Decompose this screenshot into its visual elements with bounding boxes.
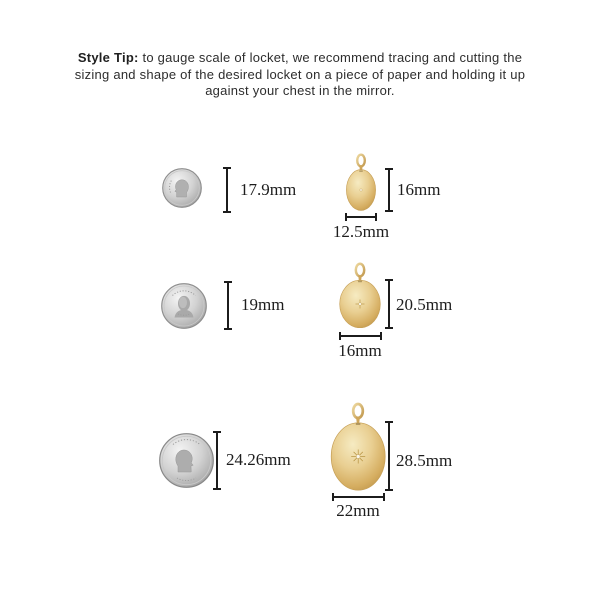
small-locket-height-measure-line: [388, 169, 390, 211]
quarter-diameter-label: 24.26mm: [226, 450, 291, 469]
small-locket-width-measure-line: [346, 216, 376, 218]
quarter-diameter-measure-line: [216, 432, 218, 489]
quarter-coin-icon: [159, 433, 214, 488]
large-locket-height-label: 28.5mm: [396, 451, 453, 470]
medium-locket-width-label: 16mm: [338, 341, 382, 360]
style-tip-text: to gauge scale of locket, we recommend tracing and cutting the sizing and shape of the desired locket on a piece of paper and holding it up against your chest in the mirror.: [74, 50, 526, 98]
nickel-diameter-measure-line: [227, 282, 229, 329]
nickel-diameter-label: 19mm: [241, 295, 285, 314]
small-oval-locket-icon: [344, 153, 378, 211]
style-tip-label: Style Tip:: [77, 50, 139, 65]
large-locket-width-label: 22mm: [336, 501, 380, 520]
style-tip: [70, 50, 530, 100]
medium-oval-locket-icon: [338, 262, 382, 328]
medium-locket-width-measure-line: [340, 335, 381, 337]
dime-diameter-measure-line: [226, 168, 228, 212]
medium-locket-height-measure-line: [388, 280, 390, 328]
dime-diameter-label: 17.9mm: [240, 180, 297, 199]
small-locket-height-label: 16mm: [397, 180, 441, 199]
dime-coin-icon: [162, 168, 202, 208]
small-locket-width-label: 12.5mm: [332, 222, 390, 241]
large-locket-width-measure-line: [333, 496, 384, 498]
medium-locket-height-label: 20.5mm: [396, 295, 453, 314]
nickel-coin-icon: [161, 283, 207, 329]
large-locket-height-measure-line: [388, 422, 390, 490]
large-oval-locket-icon: [330, 402, 387, 491]
